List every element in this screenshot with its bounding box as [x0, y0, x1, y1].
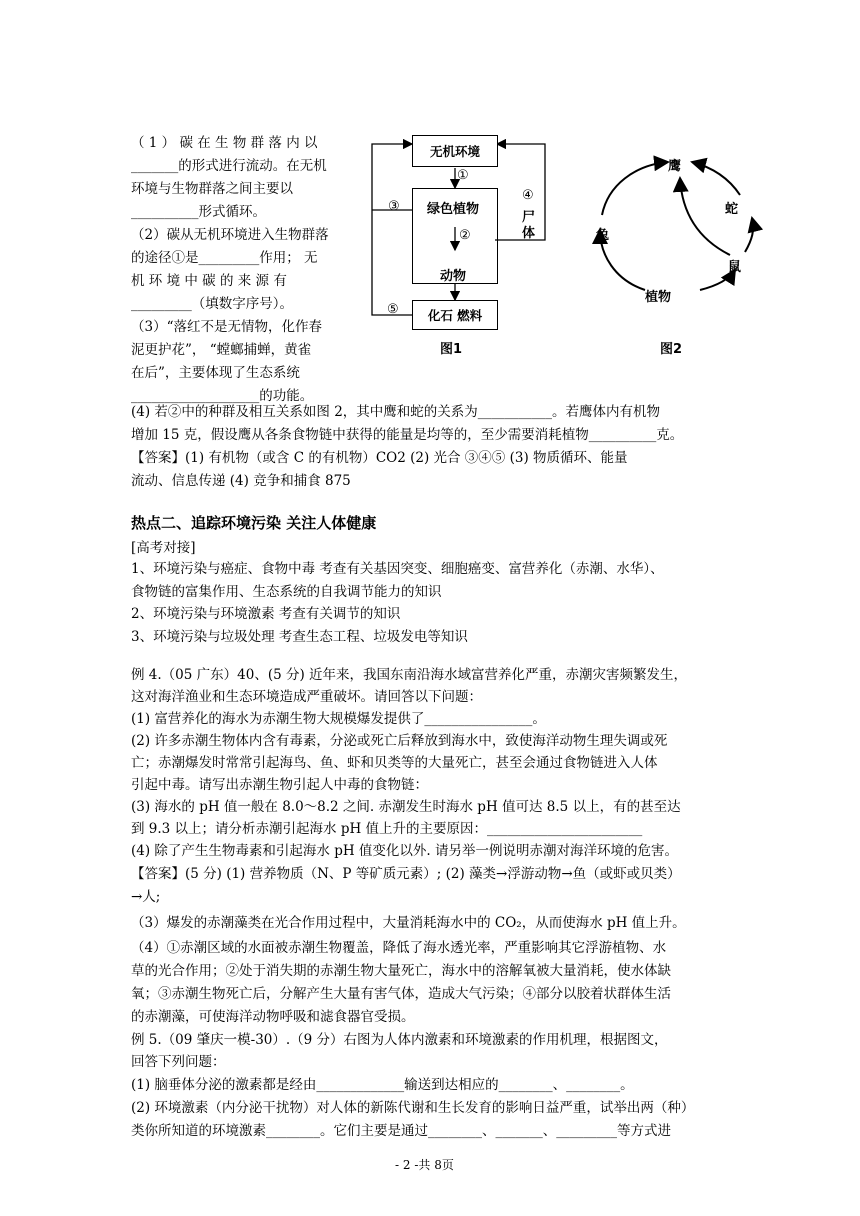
- label-1: ①: [457, 168, 469, 183]
- label-5: ⑤: [387, 302, 399, 317]
- ex4-line: 这对海洋渔业和生态环境造成严重破坏。请回答以下问题：: [131, 689, 482, 705]
- ex5-line: 例 5.（09 肇庆一模-30）.（9 分）右图为人体内激素和环境激素的作用机理，根据图文，: [131, 1032, 668, 1048]
- q1-4-line: 增加 15 克，假设鹰从各条食物链中获得的能量是均等的，至少需要消耗植物__________克。: [131, 427, 684, 443]
- ex4-answer-line: 草的光合作用；②处于消失期的赤潮生物大量死亡，海水中的溶解氧被大量消耗，使水体缺: [131, 963, 671, 979]
- figure-2-title: 图2: [660, 342, 683, 357]
- box-fossil-fuel: 化石 燃料: [412, 300, 498, 330]
- node-eagle: 鹰: [668, 159, 682, 174]
- page-number: - 2 -共 8页: [395, 1158, 454, 1172]
- ex4-line: 例 4.（05 广东）40、(5 分) 近年来，我国东南沿海水域富营养化严重，赤潮灾害频繁发生，: [131, 667, 688, 683]
- label-dead-body: 尸体: [522, 210, 536, 241]
- section-subheading: [高考对接]: [131, 540, 196, 556]
- ex5-line: 类你所知道的环境激素________。它们主要是通过________、_______、_________等方式进: [131, 1123, 671, 1139]
- q1-line: 环境与生物群落之间主要以: [131, 181, 293, 197]
- node-plant: 植物: [645, 290, 672, 305]
- ex4-answer-line: （4）①赤潮区域的水面被赤潮生物覆盖，降低了海水透光率，严重影响其它浮游植物、水: [131, 940, 667, 956]
- ex5-line: (1) 脑垂体分泌的激素都是经由_____________输送到达相应的________、________。: [131, 1077, 634, 1093]
- section-line: 1、环境污染与癌症、食物中毒 考查有关基因突变、细胞癌变、富营养化（赤潮、水华）、: [131, 561, 664, 577]
- q1-answer-line: 【答案】(1) 有机物（或含 C 的有机物）CO2 (2) 光合 ③④⑤ (3) 物质循环、能量: [131, 450, 628, 466]
- q1-4-line: (4) 若②中的种群及相互关系如图 2，其中鹰和蛇的关系为___________。若鹰体内有机物: [131, 404, 661, 420]
- label-3: ③: [388, 199, 400, 214]
- ex4-line: 亡；赤潮爆发时常常引起海鸟、鱼、虾和贝类等的大量死亡，甚至会通过食物链进入人体: [131, 755, 658, 771]
- ex4-line: (2) 许多赤潮生物体内含有毒素，分泌或死亡后释放到海水中，致使海洋动物生理失调或死: [131, 733, 668, 749]
- label-4: ④: [522, 188, 534, 203]
- ex4-answer-line: →人;: [131, 889, 161, 905]
- ex4-line: (3) 海水的 pH 值一般在 8.0～8.2 之间. 赤潮发生时海水 pH 值可达 8.5 以上，有的甚至达: [131, 799, 681, 815]
- box-animal: 动物: [440, 269, 467, 284]
- ex4-line: (1) 富营养化的海水为赤潮生物大规模爆发提供了________________。: [131, 711, 546, 727]
- q1-line: __________形式循环。: [131, 204, 266, 220]
- q1-line: （2）碳从无机环境进入生物群落: [131, 227, 329, 243]
- q1-line: （3）“落红不是无情物，化作春: [131, 319, 322, 335]
- q1-line: 在后”，主要体现了生态系统: [131, 365, 300, 381]
- q1-line: 的途径①是_________作用； 无: [131, 250, 318, 266]
- q1-answer-line: 流动、信息传递 (4) 竞争和捕食 875: [131, 473, 351, 489]
- box-green-plant: 绿色植物: [427, 202, 480, 217]
- section-line: 2、环境污染与环境激素 考查有关调节的知识: [131, 606, 401, 622]
- section-line: 3、环境污染与垃圾处理 考查生态工程、垃圾发电等知识: [131, 629, 468, 645]
- box-inorganic-env: 无机环境: [412, 135, 498, 167]
- q1-line: 泥更护花”， “螳螂捕蝉，黄雀: [131, 342, 312, 358]
- ex4-answer-line: 【答案】(5 分) (1) 营养物质（N、P 等矿质元素）; (2) 藻类→浮游动物→鱼（或虾或贝类）: [131, 866, 681, 882]
- section-heading: 热点二、追踪环境污染 关注人体健康: [131, 514, 377, 532]
- q1-line: ___________________的功能。: [131, 388, 314, 404]
- label-2: ②: [459, 228, 471, 243]
- ex4-line: 到 9.3 以上；请分析赤潮引起海水 pH 值上升的主要原因：_______________________: [131, 821, 643, 837]
- ex4-line: 引起中毒。请写出赤潮生物引起人中毒的食物链：: [131, 777, 428, 793]
- node-snake: 蛇: [725, 202, 739, 217]
- ex4-line: (4) 除了产生生物毒素和引起海水 pH 值变化以外. 请另举一例说明赤潮对海洋环境的危害。: [131, 843, 678, 859]
- ex4-answer-line: 的赤潮藻，可使海洋动物呼吸和滤食器官受损。: [131, 1009, 415, 1025]
- ex5-line: 回答下列问题：: [131, 1054, 226, 1070]
- node-rabbit: 兔: [596, 228, 610, 243]
- node-mouse: 鼠: [728, 260, 742, 275]
- section-line: 食物链的富集作用、生态系统的自我调节能力的知识: [131, 584, 442, 600]
- q1-line: _______的形式进行流动。在无机: [131, 158, 327, 174]
- ex4-answer-line: 氧；③赤潮生物死亡后，分解产生大量有害气体，造成大气污染；④部分以胶着状群体生活: [131, 986, 671, 1002]
- ex5-line: (2) 环境激素（内分泌干扰物）对人体的新陈代谢和生长发育的影响日益严重，试举出两（种）: [131, 1100, 695, 1116]
- q1-line: （ 1 ） 碳 在 生 物 群 落 内 以: [131, 135, 318, 151]
- q1-line: 机 环 境 中 碳 的 来 源 有: [131, 273, 287, 289]
- figure-1-title: 图1: [440, 342, 463, 357]
- q1-line: _________（填数字序号）。: [131, 296, 293, 312]
- ex4-answer-line: （3）爆发的赤潮藻类在光合作用过程中，大量消耗海水中的 CO₂，从而使海水 pH 值上升。: [131, 915, 686, 931]
